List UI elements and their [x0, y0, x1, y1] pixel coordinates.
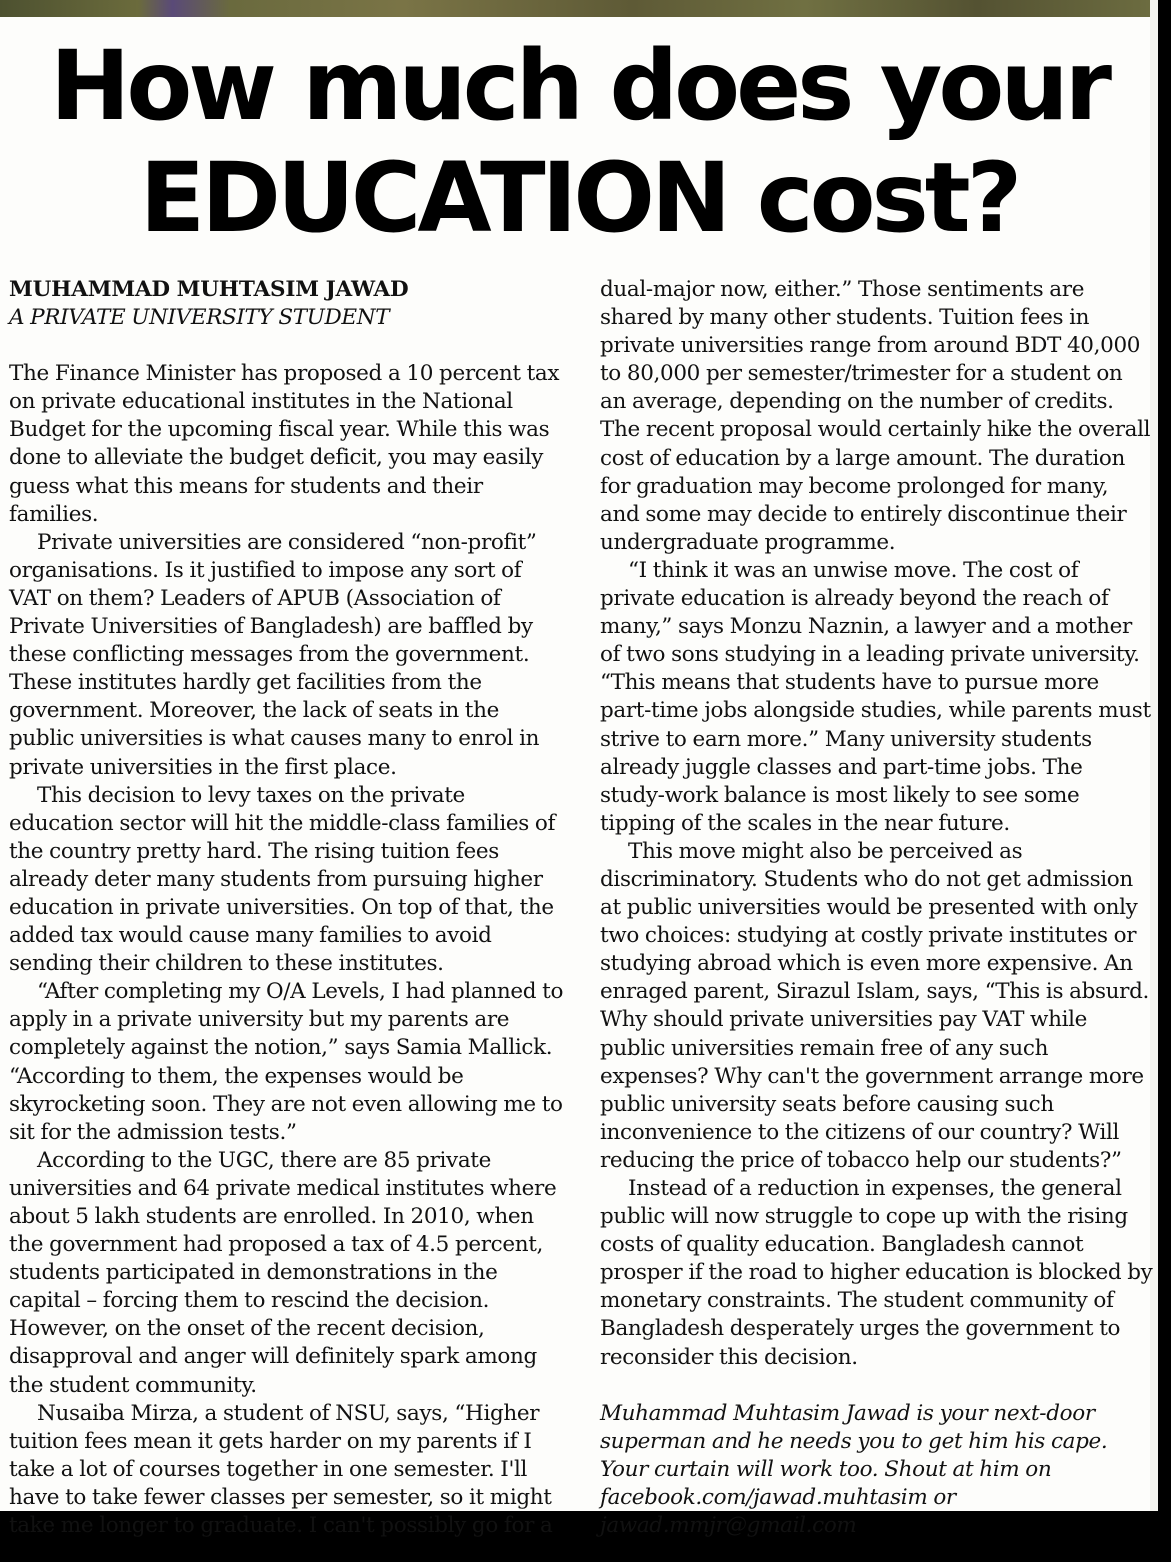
paragraph: Nusaiba Mirza, a student of NSU, says, “Higher tuition fees mean it gets harder on my parents if I take a lot of courses together in one semester. I'll have to take fewer classes per semester, so it might take me longer to graduate. I can't possibly go for a: [9, 1400, 553, 1539]
paragraph: “I think it was an unwise move. The cost of private education is already beyond the reach of many,” says Monzu Naznin, a lawyer and a mother of two sons studying in a leading private university. “This means that students have to pursue more part-time jobs alongside studies, while parents must strive to earn more.” Many university students already juggle classes and part-time jobs. The study-work balance is most likely to see some tipping of the scales in the near future.: [600, 557, 1151, 836]
byline-role: A PRIVATE UNIVERSITY STUDENT: [9, 305, 390, 331]
byline-name: MUHAMMAD MUHTASIM JAWAD: [9, 277, 409, 302]
paragraph: This move might also be perceived as discriminatory. Students who do not get admission at public universities would be presented with only two choices: studying at costly private institutes or studying abroad which is even more expensive. An enraged parent, Sirazul Islam, says, “This is absurd. Why should private universities pay VAT while public universities remain free of any such expenses? Why can't the government arrange more public university seats before causing such inconvenience to the citizens of our country? Will reducing the price of tobacco help our students?”: [600, 838, 1150, 1173]
paragraph: Private universities are considered “non-profit” organisations. Is it justified to impose any sort of VAT on them? Leaders of APUB (Association of Private Universities of Bangladesh) are baffled by these conflicting messages from the government. These institutes hardly get facilities from the government. Moreover, the lack of seats in the public universities is what causes many to enrol in private universities in the first place.: [9, 529, 540, 780]
paragraph: This decision to levy taxes on the private education sector will hit the middle-class families of the country pretty hard. The rising tuition fees already deter many students from pursuing higher education in private universities. On top of that, the added tax would cause many families to avoid sending their children to these institutes.: [9, 782, 556, 977]
author-bio: Muhammad Muhtasim Jawad is your next-door superman and he needs you to get him his cape. Your curtain will work too. Shout at him on facebook.com/jawad.muhtasim or jawad.mmjr@gmail.com: [600, 1400, 1108, 1539]
headline-line-2: EDUCATION cost?: [139, 142, 1019, 254]
paragraph: “After completing my O/A Levels, I had planned to apply in a private university but my parents are completely against the notion,” says Samia Mallick. “According to them, the expenses would be skyrocketing soon. They are not even allowing me to sit for the admission tests.”: [9, 979, 564, 1145]
paragraph: Instead of a reduction in expenses, the general public will now struggle to cope up with the rising costs of quality education. Bangladesh cannot prosper if the road to higher education is blocked by monetary constraints. The student community of Bangladesh desperately urges the government to reconsider this decision.: [600, 1176, 1153, 1370]
paragraph: According to the UGC, there are 85 private universities and 64 private medical institutes where about 5 lakh students are enrolled. In 2010, when the government had proposed a tax of 4.5 percent, students participated in demonstrations in the capital – forcing them to rescind the decision. However, on the onset of the recent decision, disapproval and anger will definitely spark among the student community.: [9, 1147, 557, 1398]
headline-line-1: How much does your: [49, 30, 1108, 142]
article-headline: [0, 30, 1158, 254]
paragraph: The Finance Minister has proposed a 10 percent tax on private educational institutes in the National Budget for the upcoming fiscal year. While this was done to alleviate the budget deficit, you may easily guess what this means for students and their families.: [9, 361, 560, 527]
photo-strip: [0, 0, 1150, 17]
left-column: [9, 276, 565, 1540]
right-column: [600, 276, 1153, 1562]
paragraph: dual-major now, either.” Those sentiments are shared by many other students. Tuition fees in private universities range from around BDT 40,000 to 80,000 per semester/trimester for a student on an average, depending on the number of credits. The recent proposal would certainly hike the overall cost of education by a large amount. The duration for graduation may become prolonged for many, and some may decide to entirely discontinue their undergraduate programme.: [600, 277, 1151, 555]
